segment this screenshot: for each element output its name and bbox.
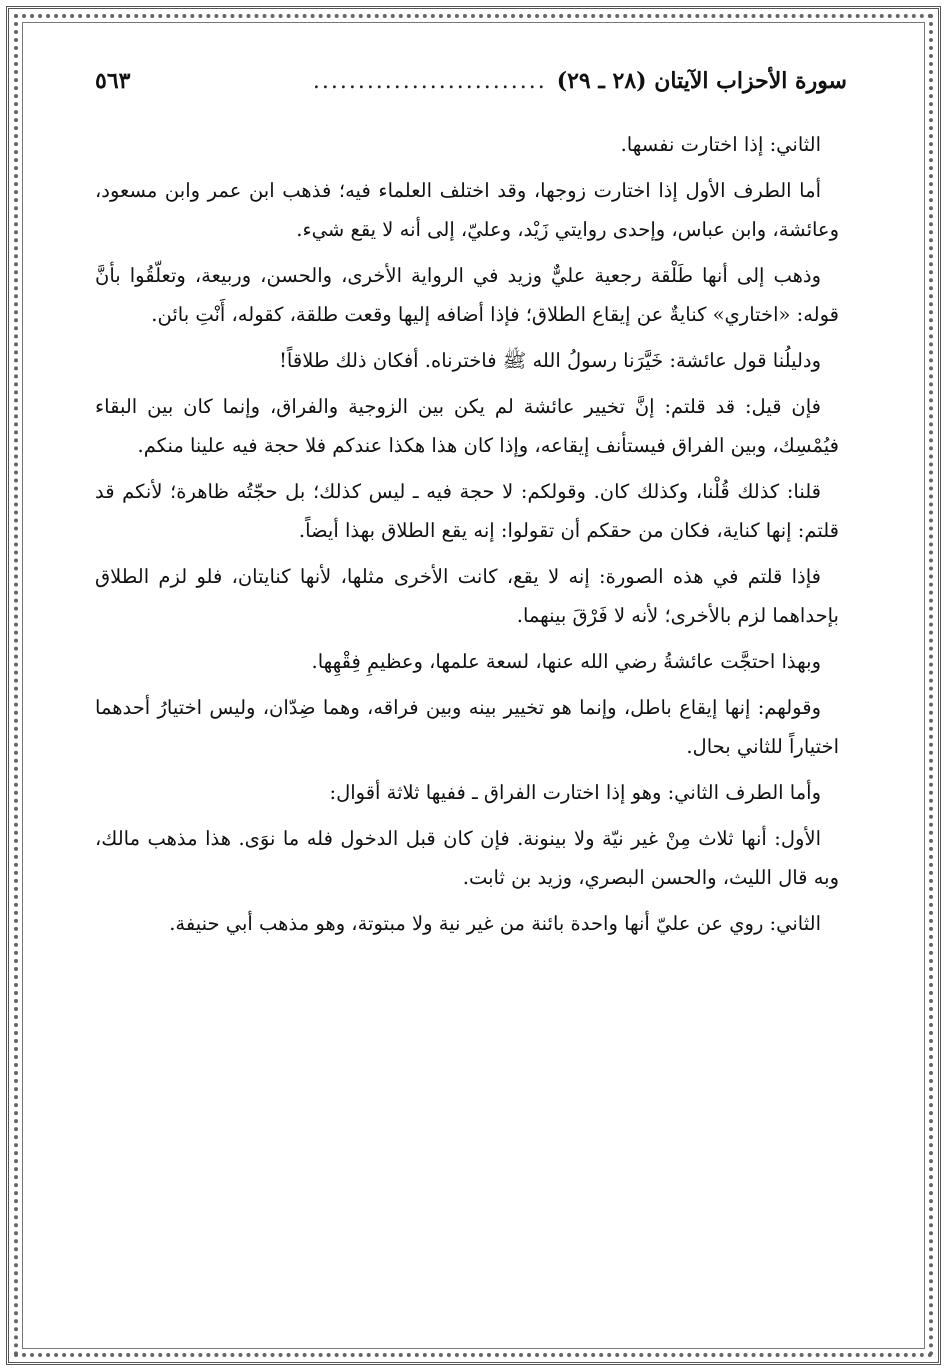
paragraph: وقولهم: إنها إيقاع باطل، وإنما هو تخيير بينه وبين فراقه، وهما ضِدّان، وليس اختيارُ أحدهما اختياراً للثاني بحال. [95,696,839,758]
paragraph: الثاني: روي عن عليّ أنها واحدة بائنة من غير نية ولا مبتوتة، وهو مذهب أبي حنيفة. [169,912,821,935]
paragraph: أما الطرف الأول إذا اختارت زوجها، وقد اختلف العلماء فيه؛ فذهب ابن عمر وابن مسعود، وعائشة، وابن عباس، وإحدى روايتي زَيْد، وعليّ، إلى أنه لا يقع شيء. [95,179,839,241]
paragraph: الأول: أنها ثلاث مِنْ غير نيّة ولا بينونة. فإن كان قبل الدخول فله ما نوَى. هذا مذهب مالك، وبه قال الليث، والحسن البصري، وزيد بن ثابت. [95,827,839,889]
header-title: سورة الأحزاب الآيتان (٢٨ ـ ٢٩) [556,68,847,94]
paragraph: ودليلُنا قول عائشة: خَيَّرَنا رسولُ الله ﷺ فاخترناه. أفكان ذلك طلاقاً! [279,349,821,372]
paragraph: وذهب إلى أنها طَلْقة رجعية عليٌّ وزيد في الرواية الأخرى، والحسن، وربيعة، وتعلّقُوا بأنَّ قوله: «اختاري» كنايةٌ عن إيقاع الطلاق؛ فإذا أضافه إليها وقعت طلقة، كقوله، أَنْتِ بائن. [95,264,839,326]
header-leader-dots: .......................... [312,68,547,94]
paragraph: فإن قيل: قد قلتم: إنَّ تخيير عائشة لم يكن بين الزوجية والفراق، وإنما كان بين البقاء فيُمْسِك، وبين الفراق فيستأنف إيقاعه، وإذا كان هذا هكذا عندكم فلا حجة فيه علينا منكم. [95,395,839,457]
paragraph: قلنا: كذلك قُلْنا، وكذلك كان. وقولكم: لا حجة فيه ـ ليس كذلك؛ بل حجّتُه ظاهرة؛ لأنكم قد قلتم: إنها كناية، فكان من حقكم أن تقولوا: إنه يقع الطلاق بهذا أيضاً. [95,480,839,542]
running-header [95,64,847,98]
paragraph: الثاني: إذا اختارت نفسها. [620,133,821,156]
page-number: ٥٦٣ [95,68,131,94]
paragraph: وبهذا احتجَّت عائشةُ رضي الله عنها، لسعة علمها، وعظيمِ فِقْهِها. [311,650,821,673]
main-text [95,125,839,1301]
paragraph: وأما الطرف الثاني: وهو إذا اختارت الفراق ـ ففيها ثلاثة أقوال: [329,781,821,804]
paragraph: فإذا قلتم في هذه الصورة: إنه لا يقع، كانت الأخرى مثلها، لأنها كنايتان، فلو لزم الطلاق بإحداهما لزم بالأخرى؛ لأنه لا فَرْقَ بينهما. [95,565,839,627]
